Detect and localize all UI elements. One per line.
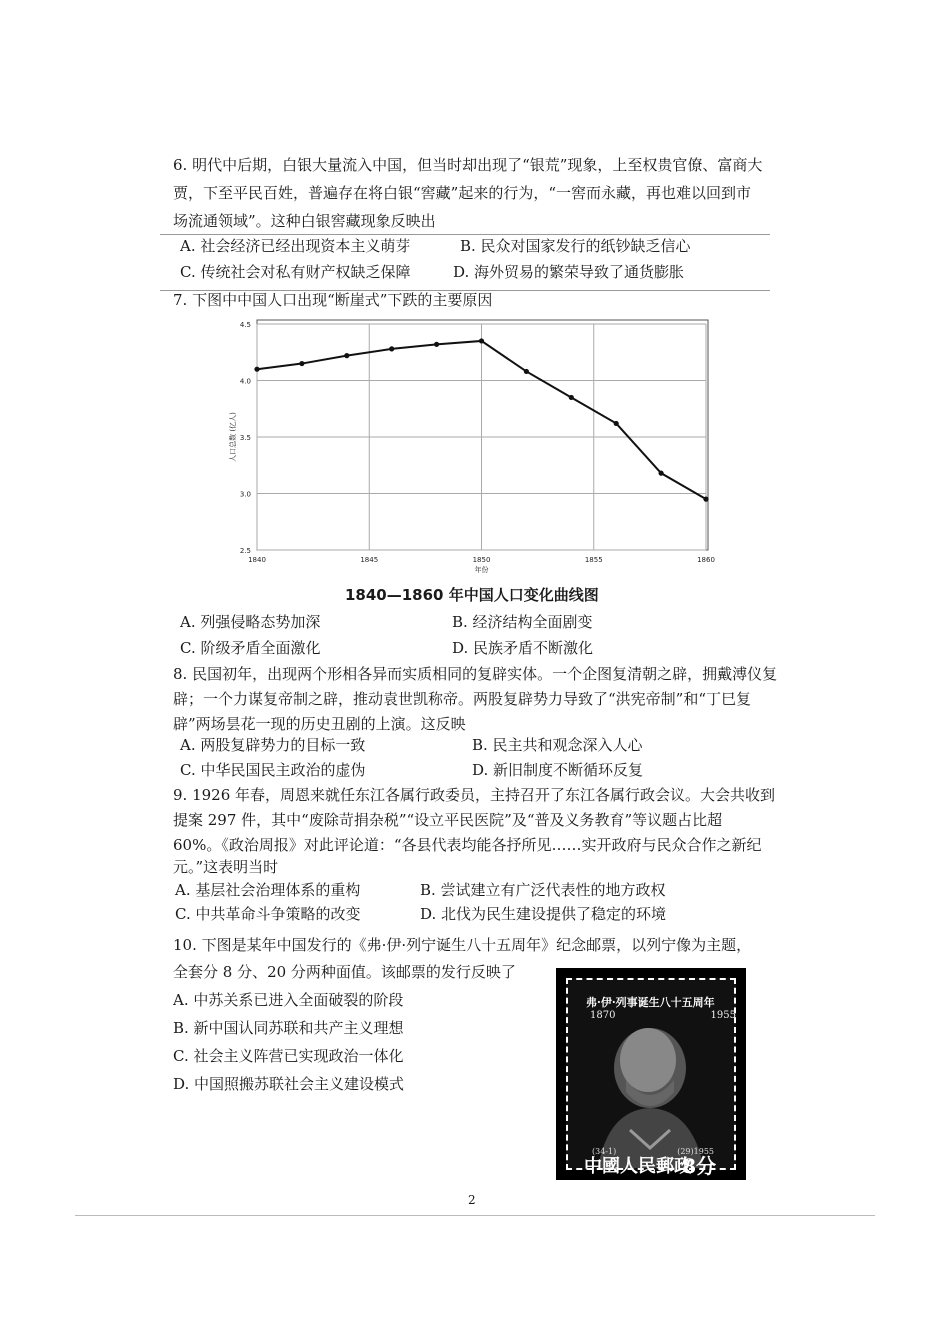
q10-option-b: B. 新中国认同苏联和共产主义理想 [173, 1019, 404, 1037]
stamp-year-right: 1955 [710, 1010, 736, 1021]
q10-stem-line-2: 全套分 8 分、20 分两种面值。该邮票的发行反映了 [173, 963, 516, 981]
q9-stem-line-4: 元。”这表明当时 [173, 858, 279, 876]
q10-option-c: C. 社会主义阵营已实现政治一体化 [173, 1047, 404, 1065]
data-point [703, 497, 708, 502]
data-point [299, 361, 304, 366]
stamp-value: 8分 [682, 1154, 716, 1178]
y-tick-label: 4.5 [239, 321, 251, 329]
q9-stem-line-2: 提案 297 件，其中“废除苛捐杂税”“设立平民医院”及“普及义务教育”等议题占比超 [173, 811, 723, 829]
q8-stem-line-3: 辟”两场昙花一现的历史丑剧的上演。这反映 [173, 715, 466, 733]
q7-stem: 7. 下图中中国人口出现“断崖式”下跌的主要原因 [173, 291, 493, 309]
y-tick-label: 3.5 [239, 434, 251, 442]
data-point [569, 395, 574, 400]
q7-option-d: D. 民族矛盾不断激化 [452, 639, 594, 657]
q8-stem-line-2: 辟；一个力谋复帝制之辟，推动袁世凯称帝。两股复辟势力导致了“洪宪帝制”和“丁巳复 [173, 690, 752, 708]
y-tick-label: 4.0 [239, 377, 251, 386]
y-tick-label: 3.0 [239, 490, 251, 499]
q8-option-c: C. 中华民国民主政治的虚伪 [180, 761, 366, 779]
q6-option-b: B. 民众对国家发行的纸钞缺乏信心 [460, 237, 691, 255]
data-point [254, 367, 259, 372]
q9-option-d: D. 北伐为民生建设提供了稳定的环境 [420, 905, 667, 923]
population-chart-svg [160, 318, 772, 580]
data-point [614, 421, 619, 426]
stamp-inner-frame [566, 978, 736, 1178]
q8-stem-line-1: 8. 民国初年，出现两个形相各异而实质相同的复辟实体。一个企图复清朝之辟，拥戴溥仪复 [173, 665, 778, 683]
data-point [344, 353, 349, 358]
x-tick-label: 1850 [472, 556, 491, 564]
scan-artifact [160, 234, 770, 235]
q9-stem-line-1: 9. 1926 年春，周恩来就任东江各属行政委员，主持召开了东江各属行政会议。大会共收到 [173, 786, 776, 804]
page-number: 2 [468, 1193, 476, 1207]
q8-option-d: D. 新旧制度不断循环反复 [472, 761, 644, 779]
data-point [524, 369, 529, 374]
population-chart [160, 318, 772, 580]
q7-option-b: B. 经济结构全面剧变 [452, 613, 593, 631]
data-point [659, 471, 664, 476]
stamp-title: 弗·伊·列事诞生八十五周年 [586, 996, 715, 1009]
data-point [434, 342, 439, 347]
q6-stem-line-2: 贾，下至平民百姓，普遍存在将白银“窖藏”起来的行为，“一窖而永藏，再也难以回到市 [173, 184, 752, 202]
lenin-stamp [556, 968, 746, 1180]
q6-stem-line-3: 场流通领域”。这种白银窖藏现象反映出 [173, 212, 436, 230]
footer-divider [75, 1215, 875, 1216]
q10-option-a: A. 中苏关系已进入全面破裂的阶段 [173, 991, 404, 1009]
chart-caption: 1840—1860 年中国人口变化曲线图 [345, 586, 599, 604]
y-axis-label: 人口总数 (亿人) [229, 412, 237, 462]
stamp-code-left: (34-1) [592, 1147, 617, 1156]
data-point [479, 338, 484, 343]
q8-option-b: B. 民主共和观念深入人心 [472, 736, 643, 754]
q9-option-a: A. 基层社会治理体系的重构 [175, 881, 361, 899]
stamp-years [590, 1010, 736, 1021]
q9-option-c: C. 中共革命斗争策略的改变 [175, 905, 361, 923]
q6-option-a: A. 社会经济已经出现资本主义萌芽 [180, 237, 411, 255]
q6-stem-line-1: 6. 明代中后期，白银大量流入中国，但当时却出现了“银荒”现象，上至权贵官僚、富商大 [173, 156, 763, 174]
x-tick-label: 1855 [584, 556, 603, 564]
chart-frame [257, 320, 708, 550]
q10-option-d: D. 中国照搬苏联社会主义建设模式 [173, 1075, 405, 1093]
q9-stem-line-3: 60%。《政治周报》对此评论道：“各县代表均能各抒所见……实开政府与民众合作之新纪 [173, 836, 762, 854]
q7-option-a: A. 列强侵略态势加深 [180, 613, 321, 631]
x-tick-label: 1840 [248, 556, 266, 564]
y-tick-label: 2.5 [239, 547, 251, 555]
stamp-code-right: (29)1955 [677, 1147, 714, 1156]
q10-stem-line-1: 10. 下图是某年中国发行的《弗·伊·列宁诞生八十五周年》纪念邮票，以列宁像为主题， [173, 936, 752, 954]
q7-option-c: C. 阶级矛盾全面激化 [180, 639, 321, 657]
data-point [389, 346, 394, 351]
x-axis-label: 年份 [474, 566, 489, 574]
x-tick-label: 1860 [697, 556, 715, 564]
q6-option-c: C. 传统社会对私有财产权缺乏保障 [180, 263, 411, 281]
q8-option-a: A. 两股复辟势力的目标一致 [180, 736, 366, 754]
x-tick-label: 1845 [360, 556, 379, 564]
stamp-country: 中國人民郵政 [584, 1156, 692, 1177]
q9-option-b: B. 尝试建立有广泛代表性的地方政权 [420, 881, 666, 899]
stamp-year-left: 1870 [590, 1010, 616, 1021]
q6-option-d: D. 海外贸易的繁荣导致了通货膨胀 [453, 263, 685, 281]
